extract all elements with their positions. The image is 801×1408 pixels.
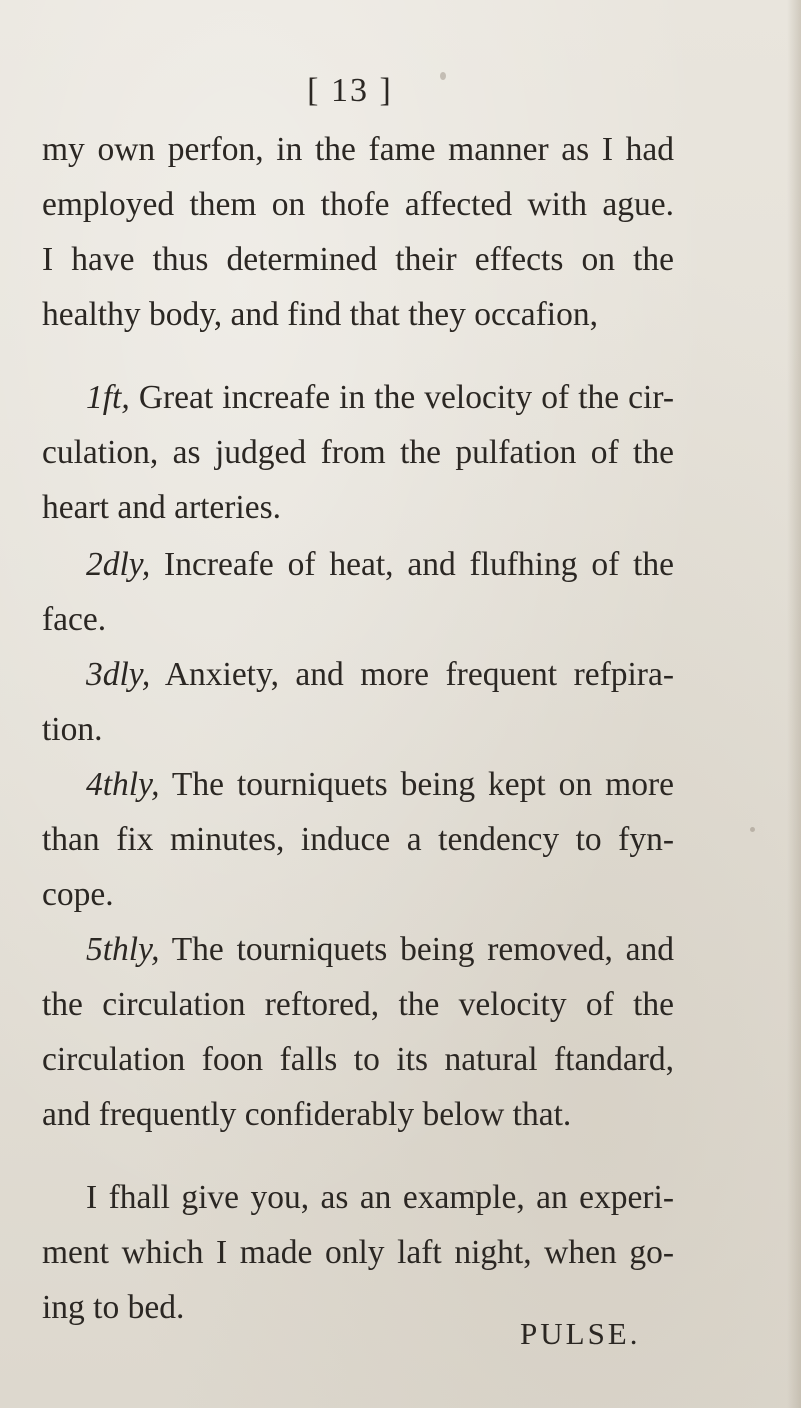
list-item-line: face. xyxy=(42,601,107,638)
catchword: PULSE. xyxy=(520,1316,641,1351)
body-line: my own perfon, in the fame manner as I had xyxy=(42,131,674,168)
list-item-text: The tourniquets being kept on more xyxy=(171,766,674,803)
list-item-line: cope. xyxy=(42,876,114,913)
page-number: [ 13 ] xyxy=(307,72,393,109)
list-item-first-line xyxy=(86,378,674,418)
paper-spot xyxy=(473,1190,477,1193)
page-edge-shadow xyxy=(787,0,801,1408)
list-item-ordinal: 4thly, xyxy=(86,766,160,803)
list-item-line: circulation foon falls to its natural ftandard, xyxy=(42,1041,674,1078)
list-item-line: the circulation reftored, the velocity of the xyxy=(42,986,674,1023)
body-line: ment which I made only laft night, when go- xyxy=(42,1234,674,1271)
paper-spot xyxy=(440,72,446,80)
body-line: healthy body, and find that they occafion, xyxy=(42,296,598,333)
list-item-first-line xyxy=(86,930,674,970)
list-item-text: Anxiety, and more frequent refpira- xyxy=(164,656,674,693)
list-item-ordinal: 1ft, xyxy=(86,379,130,416)
list-item-ordinal: 5thly, xyxy=(86,931,160,968)
list-item-ordinal: 3dly, xyxy=(86,656,151,693)
list-item-line: and frequently confiderably below that. xyxy=(42,1096,572,1133)
list-item-text: Increafe of heat, and flufhing of the xyxy=(164,546,674,583)
list-item-line: than fix minutes, induce a tendency to fyn- xyxy=(42,821,674,858)
paper-spot xyxy=(750,827,755,832)
list-item-first-line xyxy=(86,545,674,585)
body-line: I fhall give you, as an example, an experi- xyxy=(86,1179,674,1216)
list-item-first-line xyxy=(86,655,674,695)
list-item-first-line xyxy=(86,765,674,805)
list-item-text: The tourniquets being removed, and xyxy=(171,931,675,968)
list-item-line: heart and arteries. xyxy=(42,489,282,526)
list-item-ordinal: 2dly, xyxy=(86,546,151,583)
list-item-line: culation, as judged from the pulfation of the xyxy=(42,434,674,471)
body-line: I have thus determined their effects on the xyxy=(42,241,674,278)
body-line: employed them on thofe affected with ague. xyxy=(42,186,674,223)
list-item-text: Great increafe in the velocity of the cir- xyxy=(138,379,675,416)
list-item-line: tion. xyxy=(42,711,103,748)
body-line: ing to bed. xyxy=(42,1289,185,1326)
